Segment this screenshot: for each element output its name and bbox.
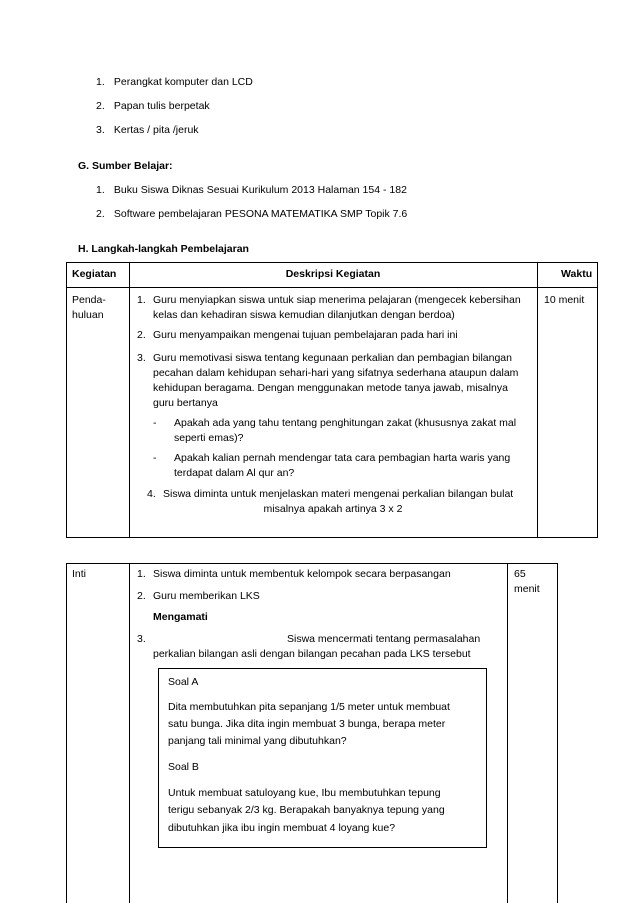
description-text: terdapat dalam Al qur an? [174,467,295,479]
tools-list-item [96,123,199,138]
description-text: Guru menyampaikan mengenai tujuan pembelajaran pada hari ini [153,329,458,341]
list-text: Papan tulis berpetak [113,100,210,112]
list-number: 2. [96,100,105,112]
description-text: kehidupan beragama. Dengan menggunakan metode tanya jawab, misalnya [153,382,508,394]
list-number: 1. [96,76,105,88]
list-number: 1. [137,568,146,580]
dash-marker: - [153,452,157,464]
header-deskripsi: Deskripsi Kegiatan [285,268,381,280]
list-text: Buku Siswa Diknas Sesuai Kurikulum 2013 Halaman 154 - 182 [113,184,407,196]
description-text: seperti emas)? [174,432,244,444]
source-list-item [96,207,407,222]
row-waktu: 10 menit [544,294,585,306]
list-number: 3. [96,124,105,136]
list-number: 4. [147,488,156,500]
list-number: 1. [137,294,146,306]
soal-text: Dita membutuhkan pita sepanjang 1/5 meter untuk membuat [168,701,450,713]
soal-text: panjang tali minimal yang dibutuhkan? [168,735,347,747]
column-divider [129,263,130,537]
dash-marker: - [153,417,157,429]
list-number: 2. [137,329,146,341]
soal-box [158,668,487,848]
soal-text: Untuk membuat satuloyang kue, Ibu membutuhkan tepung [168,787,441,799]
description-text: Apakah ada yang tahu tentang penghitungan zakat (khususnya zakat mal [174,417,517,429]
column-divider [507,564,508,903]
description-text: Guru memberikan LKS [153,590,260,602]
soal-text: terigu sebanyak 2/3 kg. Berapakah banyaknya tepung yang [168,804,445,816]
row-label: Inti [72,568,87,580]
soal-text: satu bunga. Jika dita ingin membuat 3 bunga, berapa meter [168,718,446,730]
list-text: Software pembelajaran PESONA MATEMATIKA SMP Topik 7.6 [113,208,408,220]
soal-text: dibutuhkan jika ibu ingin membuat 4 loyang kue? [168,822,396,834]
description-text: perkalian bilangan asli dengan bilangan pecahan pada LKS tersebut [153,648,471,660]
soal-a-title: Soal A [168,676,199,688]
header-divider [67,287,597,288]
list-text: Kertas / pita /jeruk [113,124,199,136]
description-text: misalnya apakah artinya 3 x 2 [263,503,403,515]
tools-list-item [96,99,210,114]
activity-table-pendahuluan [66,262,598,538]
row-waktu: menit [514,583,540,595]
description-text: kelas dan kehadiran siswa kemudian dilanjutkan dengan berdoa) [153,309,455,321]
description-text: Siswa mencermati tentang permasalahan [287,633,481,645]
soal-b-title: Soal B [168,761,199,773]
section-h-heading: H. Langkah-langkah Pembelajaran [78,243,249,255]
section-g-heading: G. Sumber Belajar: [78,160,173,172]
subheading-mengamati: Mengamati [153,611,208,623]
description-text: pecahan dalam kehidupan sehari-hari yang sifatnya sederhana ataupun dalam [153,367,519,379]
description-text: Apakah kalian pernah mendengar tata cara pembagian harta waris yang [174,452,511,464]
list-number: 2. [96,208,105,220]
description-text: Guru menyiapkan siswa untuk siap menerima pelajaran (mengecek kebersihan [153,294,521,306]
description-text: Siswa diminta untuk membentuk kelompok secara berpasangan [153,568,451,580]
list-number: 3. [137,352,146,364]
list-text: Perangkat komputer dan LCD [113,76,253,88]
source-list-item [96,183,407,198]
header-kegiatan: Kegiatan [72,268,117,280]
row-label: huluan [72,309,104,321]
tools-list-item [96,75,253,90]
header-waktu: Waktu [561,268,593,280]
column-divider [537,263,538,537]
list-number: 3. [137,633,146,645]
description-text: Guru memotivasi siswa tentang kegunaan perkalian dan pembagian bilangan [153,352,512,364]
row-label: Penda- [72,294,106,306]
description-text: guru bertanya [153,397,218,409]
list-number: 2. [137,590,146,602]
list-number: 1. [96,184,105,196]
column-divider [129,564,130,903]
description-text: Siswa diminta untuk menjelaskan materi mengenai perkalian bilangan bulat [163,488,514,500]
row-waktu: 65 [514,568,526,580]
